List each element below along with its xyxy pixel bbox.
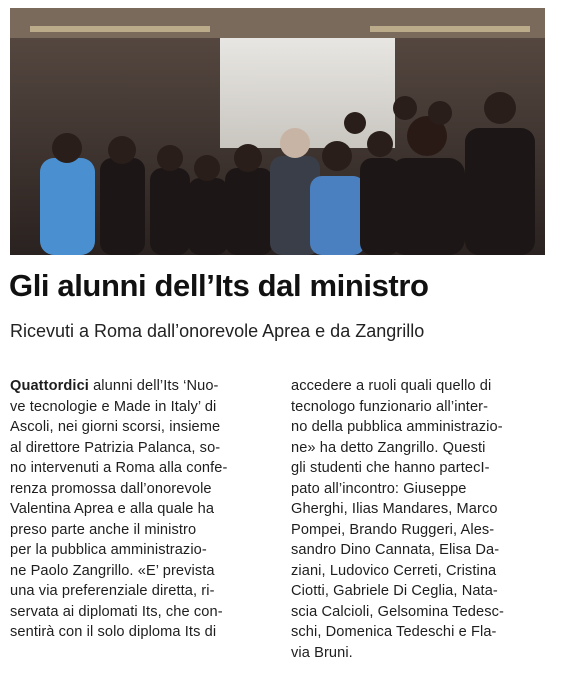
article-body-column-right [291, 376, 553, 663]
body-line: Pompei, Brando Ruggeri, Ales- [291, 521, 495, 538]
body-line: renza promossa dall’onorevole [10, 480, 212, 497]
article-headline: Gli alunni dell’Its dal ministro [9, 268, 429, 303]
body-line: tecnologo funzionario all’inter- [291, 398, 489, 415]
body-line: Gherghi, Ilias Mandares, Marco [291, 501, 498, 517]
body-line: sandro Dino Cannata, Elisa Da- [291, 542, 500, 558]
body-line: no della pubblica amministrazio- [291, 419, 503, 435]
body-line: accedere a ruoli quali quello di [291, 378, 492, 394]
article-body-column-left [10, 376, 272, 643]
body-line: ne» ha detto Zangrillo. Questi [291, 439, 486, 456]
body-line: no intervenuti a Roma alla confe- [10, 460, 228, 476]
body-line: servata ai diplomati Its, che con- [10, 603, 223, 620]
body-line: Ascoli, nei giorni scorsi, insieme [10, 419, 221, 435]
body-line: scia Calcioli, Gelsomina Tedesc- [291, 603, 504, 620]
article-subheadline: Ricevuti a Roma dall’onorevole Aprea e da Zangrillo [10, 321, 425, 341]
group-photo-image [10, 8, 545, 255]
body-line: al direttore Patrizia Palanca, so- [10, 439, 221, 456]
body-line: ne Paolo Zangrillo. «E’ prevista [10, 562, 215, 579]
body-line: Valentina Aprea e alla quale ha [10, 501, 215, 517]
body-line: una via preferenziale diretta, ri- [10, 583, 215, 599]
body-line: Ciotti, Gabriele Di Ceglia, Nata- [291, 583, 498, 599]
first-line-rest: alunni dell’Its ‘Nuo- [88, 378, 219, 394]
body-line: gli studenti che hanno partecI- [291, 460, 490, 476]
article-photo [10, 8, 545, 255]
body-line: sentirà con il solo diploma Its di [10, 624, 217, 640]
body-line: schi, Domenica Tedeschi e Fla- [291, 624, 497, 640]
body-line [10, 376, 272, 397]
body-line: via Bruni. [291, 644, 353, 661]
lead-word: Quattordici [10, 378, 89, 394]
body-line: preso parte anche il ministro [10, 521, 197, 538]
body-line: ziani, Ludovico Cerreti, Cristina [291, 562, 497, 579]
body-line: ve tecnologie e Made in Italy’ di [10, 398, 217, 415]
body-line: pato all’incontro: Giuseppe [291, 480, 467, 497]
body-line: per la pubblica amministrazio- [10, 542, 207, 558]
